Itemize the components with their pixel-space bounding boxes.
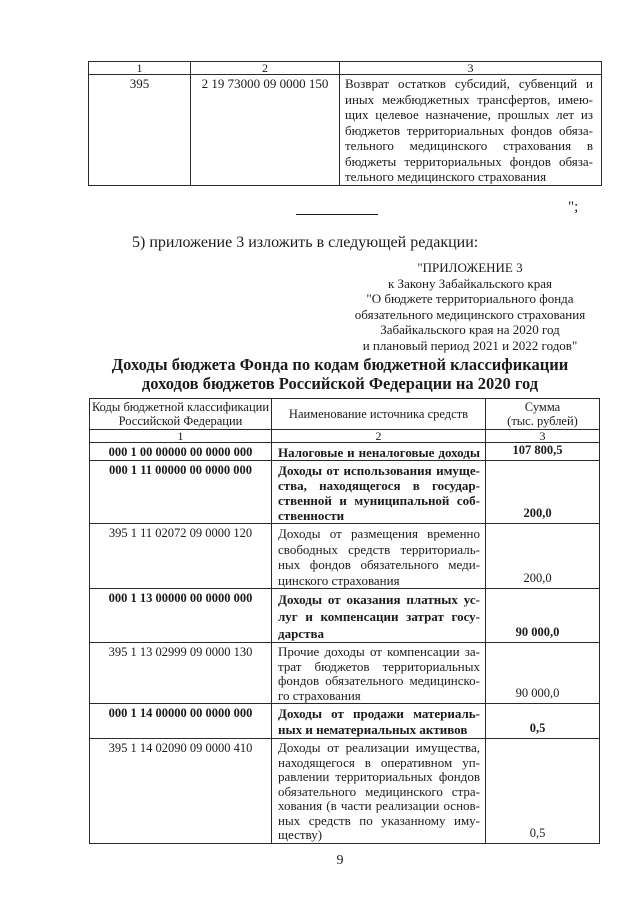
- amount-cell: 90 000,0: [486, 643, 600, 704]
- table-row: [89, 75, 602, 186]
- amount-cell: 0,5: [486, 739, 600, 844]
- name-line: фондов обязательного медицинско-: [278, 673, 480, 688]
- column-number: 2: [272, 430, 486, 443]
- table-row: [90, 704, 600, 739]
- income-name-cell: [272, 443, 486, 461]
- kbk-code-cell: 395 1 11 02072 09 0000 120: [90, 524, 272, 589]
- kbk-code-cell: 395 1 14 02090 09 0000 410: [90, 739, 272, 844]
- kbk-code-cell: 2 19 73000 09 0000 150: [191, 75, 340, 186]
- kbk-code-cell: 395 1 13 02999 09 0000 130: [90, 643, 272, 704]
- name-line: ства, находящегося в государ-: [278, 478, 480, 493]
- name-line: ных средств по указанному иму-: [278, 812, 480, 828]
- name-line: дарства: [278, 626, 324, 641]
- table-row: [90, 643, 600, 704]
- description-line: тельного медицинского страхования в: [345, 138, 593, 153]
- column-number: 1: [89, 62, 191, 75]
- name-line: Доходы от использования имуще-: [278, 463, 480, 478]
- description-cell: [340, 75, 602, 186]
- name-line: Доходы от реализации имущества,: [278, 740, 480, 755]
- separator-line: [296, 214, 378, 215]
- name-line: ных фондов обязательного меди-: [278, 557, 480, 572]
- income-name-cell: [272, 524, 486, 589]
- amount-cell: 200,0: [486, 461, 600, 524]
- name-line: го страхования: [278, 687, 361, 703]
- description-line: бюджетов территориальных фондов обяза-: [345, 122, 593, 138]
- header-line: Коды бюджетной классификации: [91, 400, 270, 414]
- column-number-row: [89, 62, 602, 75]
- header-line: (тыс. рублей): [507, 414, 578, 428]
- column-number: 1: [90, 430, 272, 443]
- name-line: цинского страхования: [278, 572, 400, 588]
- name-line: ных и нематериальных активов: [278, 722, 468, 737]
- name-line: ществу): [278, 827, 323, 842]
- income-name-cell: [272, 461, 486, 524]
- header-line: Сумма: [524, 400, 561, 414]
- name-line: ственности: [278, 508, 345, 523]
- income-name-cell: [272, 739, 486, 844]
- amount-cell: 0,5: [486, 704, 600, 739]
- table-row: [90, 739, 600, 844]
- column-number: 3: [486, 430, 600, 443]
- column-number-row: [90, 430, 600, 443]
- table-row: [90, 524, 600, 589]
- table-row: [90, 589, 600, 643]
- header-amount: [486, 399, 600, 430]
- table-header-row: [90, 399, 600, 430]
- name-line: равлении территориальных фондов: [278, 769, 480, 784]
- continuation-table: [88, 61, 602, 186]
- admin-code-cell: 395: [89, 75, 191, 186]
- kbk-code-cell: 000 1 13 00000 00 0000 000: [90, 589, 272, 643]
- name-line: Налоговые и неналоговые доходы: [278, 445, 480, 460]
- name-line: луг и компенсации затрат госу-: [278, 609, 480, 624]
- name-line: Доходы от продажи материаль-: [278, 706, 480, 721]
- header-line: Российской Федерации: [118, 414, 243, 428]
- kbk-code-cell: 000 1 11 00000 00 0000 000: [90, 461, 272, 524]
- table-row: [90, 443, 600, 461]
- name-line: свободных средств территориаль-: [278, 541, 480, 557]
- description-line: Возврат остатков субсидий, субвенций и: [345, 76, 593, 91]
- name-line: хования (в части реализации основ-: [278, 798, 480, 813]
- description-line: тельного медицинского страхования: [345, 169, 547, 184]
- description-line: иных межбюджетных трансфертов, имею-: [345, 91, 593, 107]
- table-title: [40, 355, 640, 393]
- name-line: Прочие доходы от компенсации за-: [278, 644, 480, 659]
- header-codes: [90, 399, 272, 430]
- column-number: 3: [340, 62, 602, 75]
- header-name: Наименование источника средств: [272, 399, 486, 430]
- amount-cell: 200,0: [486, 524, 600, 589]
- income-name-cell: [272, 704, 486, 739]
- table-title-line: доходов бюджетов Российской Федерации на 2020 год: [141, 374, 539, 393]
- appendix-heading-line: "О бюджете территориального фонда: [366, 291, 574, 306]
- table-title-line: Доходы бюджета Фонда по кодам бюджетной классификации: [111, 355, 569, 374]
- appendix-heading-line: и плановый период 2021 и 2022 годов": [362, 337, 578, 353]
- appendix-heading-line: "ПРИЛОЖЕНИЕ 3: [417, 260, 523, 275]
- income-table: [89, 398, 600, 844]
- appendix-heading: [350, 260, 590, 353]
- name-line: Доходы от размещения временно: [278, 526, 480, 541]
- amendment-instruction: 5) приложение 3 изложить в следующей редакции:: [132, 234, 479, 251]
- name-line: находящегося в оперативном уп-: [278, 754, 480, 770]
- kbk-code-cell: 000 1 14 00000 00 0000 000: [90, 704, 272, 739]
- column-number: 2: [191, 62, 340, 75]
- name-line: ственной и муниципальной соб-: [278, 493, 480, 508]
- closing-quote: ";: [568, 199, 579, 215]
- page-number: 9: [336, 853, 344, 868]
- amount-cell: 107 800,5: [486, 443, 600, 461]
- appendix-heading-line: к Закону Забайкальского края: [387, 275, 552, 291]
- income-name-cell: [272, 589, 486, 643]
- table-row: [90, 461, 600, 524]
- name-line: обязательного медицинского стра-: [278, 783, 480, 799]
- name-line: трат бюджетов территориальных: [278, 658, 480, 674]
- appendix-heading-line: обязательного медицинского страхования: [354, 306, 586, 322]
- appendix-heading-line: Забайкальского края на 2020 год: [380, 322, 560, 337]
- income-name-cell: [272, 643, 486, 704]
- description-line: щих целевое назначение, прошлых лет из: [345, 107, 593, 122]
- amount-cell: 90 000,0: [486, 589, 600, 643]
- kbk-code-cell: 000 1 00 00000 00 0000 000: [90, 443, 272, 461]
- description-line: бюджеты территориальных фондов обяза-: [345, 153, 593, 169]
- name-line: Доходы от оказания платных ус-: [278, 592, 480, 607]
